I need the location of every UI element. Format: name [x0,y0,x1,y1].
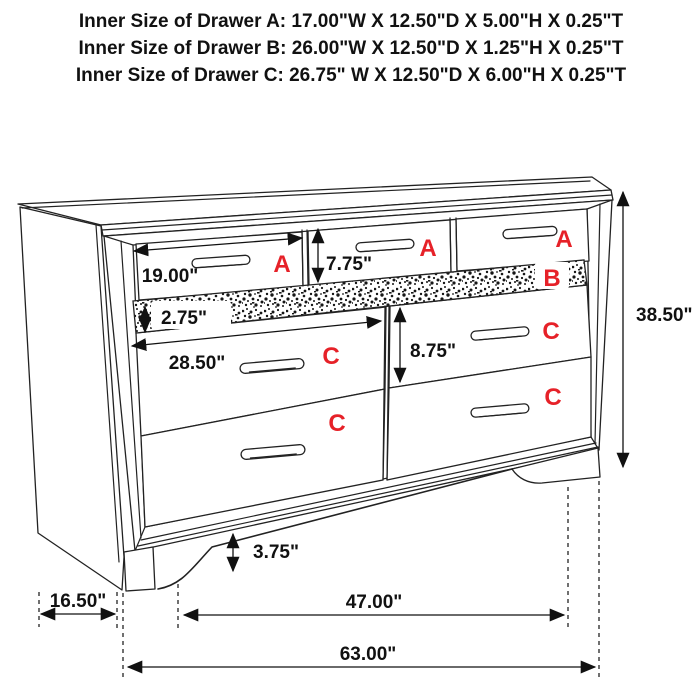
title-block [76,11,627,86]
label-foot-height: 3.75" [253,542,299,563]
title-line-c: Inner Size of Drawer C: 26.75" W X 12.50"D X 6.00"H X 0.25"T [75,65,627,86]
left-foot [124,547,155,591]
letter-drawer-c4: C [544,384,562,411]
title-line-b: Inner Size of Drawer B: 26.00"W X 12.50"D X 1.25"H X 0.25"T [78,38,624,59]
letter-drawer-a3: A [555,226,573,253]
dresser-drawing [18,177,613,591]
letter-drawer-a1: A [273,251,291,278]
label-overall-height: 38.50" [636,305,693,326]
title-line-a: Inner Size of Drawer A: 17.00"W X 12.50"D X 5.00"H X 0.25"T [78,11,624,32]
label-drawer-c-width: 28.50" [168,353,226,374]
label-feet-spacing: 47.00" [345,592,403,613]
letter-drawer-c3: C [542,318,560,345]
label-drawer-c-height: 8.75" [410,341,456,362]
letter-drawer-c2: C [328,410,346,437]
letter-drawer-c1: C [322,343,340,370]
letter-drawer-a2: A [419,235,437,262]
label-drawer-a-height: 7.75" [326,254,372,275]
letter-tray-b: B [543,265,561,292]
label-overall-width: 63.00" [339,644,397,665]
label-drawer-a-width: 19.00" [141,266,199,287]
label-tray-height: 2.75" [161,308,207,329]
label-base-depth: 16.50" [49,591,107,612]
